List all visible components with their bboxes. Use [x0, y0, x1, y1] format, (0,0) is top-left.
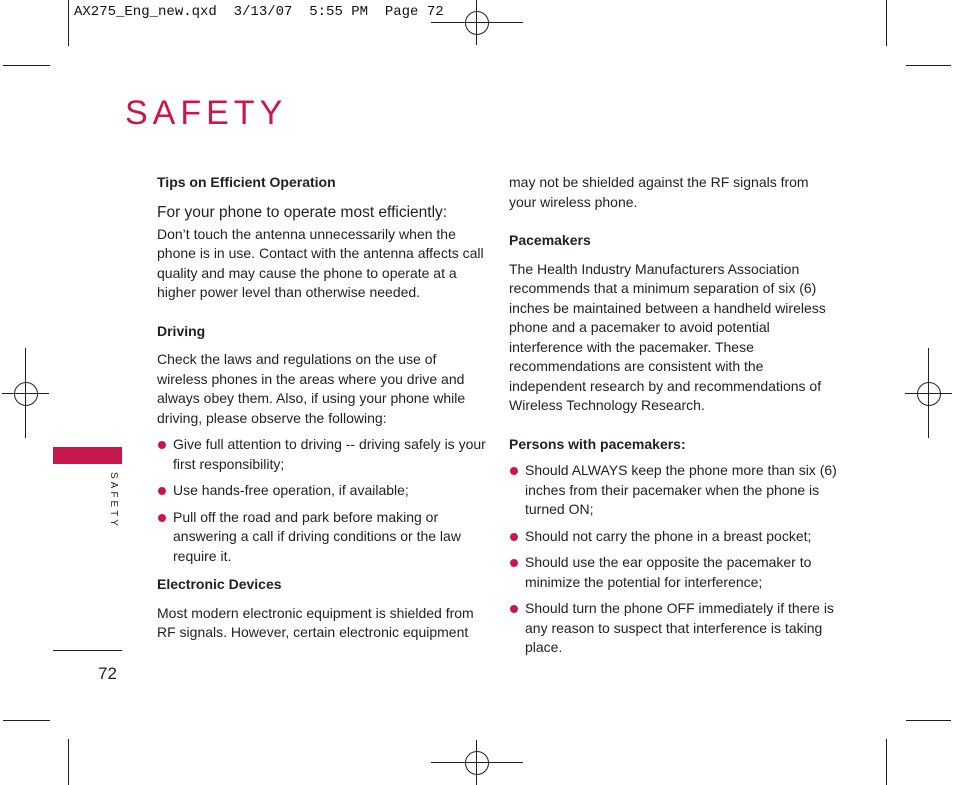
list-item — [157, 481, 487, 501]
list-item-text: Give full attention to driving -- driving safely is your first responsibility; — [173, 436, 486, 472]
print-slug: AX275_Eng_new.qxd 3/13/07 5:55 PM Page 72 — [74, 4, 444, 20]
list-item — [157, 435, 487, 474]
crop-mark — [3, 720, 50, 721]
list-item — [509, 461, 839, 520]
list-item-text: Use hands-free operation, if available; — [173, 482, 409, 498]
section-heading: Electronic Devices — [157, 576, 282, 592]
right-column — [509, 173, 839, 658]
bullet-list — [157, 435, 487, 566]
section-side-label: SAFETY — [108, 472, 119, 529]
section-heading: Driving — [157, 322, 206, 339]
list-item-text: Should turn the phone OFF immediately if there is any reason to suspect that interference is taking place. — [525, 600, 834, 655]
paragraph: Don’t touch the antenna unnecessarily when the phone is in use. Contact with the antenna affects call quality and may cause the phone to operate at a higher power level than otherwise needed. — [157, 225, 484, 300]
section-heading: Persons with pacemakers: — [509, 435, 686, 452]
bullet-list — [509, 461, 839, 658]
crop-mark — [886, 0, 887, 46]
crop-mark — [3, 65, 50, 66]
bullet-icon — [510, 467, 518, 475]
bullet-icon — [510, 533, 518, 541]
list-item-text: Should not carry the phone in a breast pocket; — [525, 527, 812, 544]
page-number: 72 — [98, 664, 117, 683]
page-title: SAFETY — [125, 94, 288, 132]
crop-mark — [906, 720, 951, 721]
list-item-text: Should ALWAYS keep the phone more than six (6) inches from their pacemaker when the phone is turned ON; — [525, 462, 837, 517]
section-heading: Tips on Efficient Operation — [157, 174, 336, 190]
bullet-icon — [158, 441, 166, 449]
list-item — [509, 599, 839, 658]
bullet-icon — [158, 514, 166, 522]
crop-mark — [68, 739, 69, 785]
paragraph: may not be shielded against the RF signals from your wireless phone. — [509, 174, 809, 210]
divider — [53, 650, 122, 651]
paragraph: Check the laws and regulations on the use of wireless phones in the areas where you drive and always obey them. Also, if using your phone while driving, please observe the following: — [157, 351, 466, 426]
list-item — [509, 527, 839, 547]
paragraph: Most modern electronic equipment is shielded from RF signals. However, certain electronic equipment — [157, 604, 474, 640]
lead-text: For your phone to operate most efficiently: — [157, 203, 448, 221]
crop-mark — [68, 0, 69, 46]
bullet-icon — [158, 487, 166, 495]
crop-mark — [886, 739, 887, 785]
left-column — [157, 173, 487, 643]
list-item-text: Should use the ear opposite the pacemaker to minimize the potential for interference; — [525, 554, 812, 590]
bullet-icon — [510, 559, 518, 567]
bullet-icon — [510, 605, 518, 613]
paragraph: The Health Industry Manufacturers Association recommends that a minimum separation of six (6) inches be maintained between a handheld wireless phone and a pacemaker to avoid potential interference with the pacemaker. These recommendations are consistent with the independent research by and recommendations of Wireless Technology Research. — [509, 260, 826, 413]
section-tab — [53, 447, 122, 464]
section-heading: Pacemakers — [509, 232, 591, 248]
list-item — [509, 553, 839, 592]
list-item-text: Pull off the road and park before making or answering a call if driving conditions or the law require it. — [173, 508, 461, 564]
list-item — [157, 508, 487, 567]
crop-mark — [906, 65, 951, 66]
